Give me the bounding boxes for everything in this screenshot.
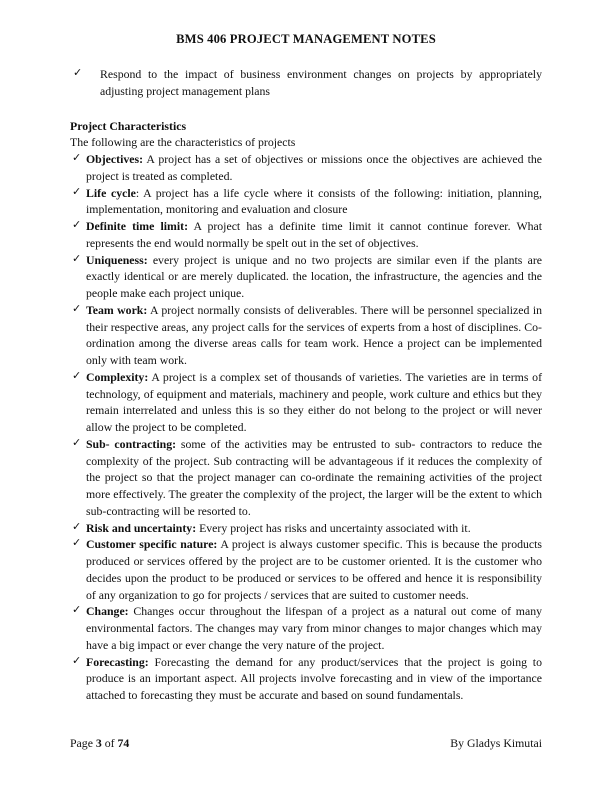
list-item: [70, 654, 542, 704]
check-icon: ✓: [72, 520, 82, 533]
characteristic-label: Change:: [86, 604, 129, 619]
page-current: 3: [95, 736, 102, 750]
section-lead-text: The following are the characteristics of projects: [70, 135, 296, 150]
characteristics-list: [70, 151, 542, 704]
characteristic-label: Risk and uncertainty:: [86, 520, 197, 535]
list-item: [70, 151, 542, 185]
list-item: [70, 436, 542, 520]
characteristic-paragraph: [86, 302, 542, 369]
page-title: BMS 406 PROJECT MANAGEMENT NOTES: [176, 32, 436, 46]
characteristic-text: every project is unique and no two projects are similar even if the plants are exactly identical or are merely duplicated. the location, the infrastructure, the agencies and the people make each project unique.: [86, 252, 542, 300]
characteristic-text: A project normally consists of deliverables. There will be personnel specialized in their respective areas, any project calls for the services of experts from a host of disciplines. Co-ordination among the diverse areas calls for team work. Hence a project can be implemented only with team work.: [86, 302, 543, 367]
list-item: [70, 369, 542, 436]
intro-bullet-list: [70, 66, 542, 100]
check-icon: ✓: [72, 185, 82, 198]
characteristic-label: Objectives:: [86, 152, 143, 166]
check-icon: ✓: [73, 67, 83, 79]
check-icon: ✓: [72, 369, 82, 382]
characteristic-label: Customer specific nature:: [86, 537, 218, 552]
characteristic-label: Uniqueness:: [86, 252, 148, 267]
characteristic-text: Every project has risks and uncertainty associated with it.: [196, 520, 471, 535]
check-icon: ✓: [72, 152, 82, 164]
characteristic-text: : A project has a life cycle where it consists of the following: initiation, planning, implementation, monitoring and evaluation and closure: [86, 185, 542, 217]
check-icon: ✓: [72, 436, 82, 449]
characteristic-label: Life cycle: [86, 185, 136, 200]
list-item: [70, 603, 542, 653]
list-item: [70, 252, 542, 302]
characteristic-label: Forecasting:: [86, 654, 149, 669]
characteristic-text: Changes occur throughout the lifespan of a project as a natural out come of many environmental factors. The changes may vary from minor changes to major changes which may have a big impact or ever change the very nature of the project.: [86, 604, 542, 652]
characteristic-paragraph: [86, 151, 542, 185]
characteristic-paragraph: [86, 369, 542, 436]
author-label: By Gladys Kimutai: [450, 736, 542, 750]
check-icon: ✓: [72, 604, 82, 617]
list-item: [70, 218, 542, 252]
characteristic-paragraph: [86, 436, 542, 520]
characteristic-paragraph: [86, 185, 542, 219]
characteristic-paragraph: [86, 536, 542, 603]
list-item: [70, 302, 542, 369]
characteristic-label: Definite time limit:: [86, 219, 188, 233]
characteristic-text: A project has a set of objectives or missions once the objectives are achieved the project is treated as completed.: [86, 152, 542, 183]
page-prefix: Page: [70, 736, 96, 750]
page-mid: of: [101, 736, 118, 750]
document-body: [70, 66, 542, 704]
check-icon: ✓: [72, 302, 82, 315]
section-heading: Project Characteristics: [70, 118, 187, 133]
characteristic-paragraph: [86, 252, 542, 302]
check-icon: ✓: [72, 219, 82, 231]
check-icon: ✓: [72, 252, 82, 265]
list-item: [70, 536, 542, 603]
characteristic-text: some of the activities may be entrusted to sub- contractors to reduce the complexity of the project. Sub contracting will be advantageous if it reduces the complexity of the project so that the project manager can co-ordinate the remaining activities of the project more effectively. The greater the complexity of the project, the larger will be the extent to which sub-contracting will be resorted to.: [86, 436, 543, 518]
characteristic-paragraph: [86, 603, 542, 653]
characteristic-text: A project has a definite time limit it cannot continue forever. What represents the end would normally be spelt out in the set of objectives.: [86, 219, 542, 250]
characteristic-text: A project is a complex set of thousands of varieties. The varieties are in terms of technology, of equipment and materials, machinery and people, work culture and ethics but they remain interrelated and unless this is so they either do not belong to the project or will never allow the project to be completed.: [86, 369, 542, 434]
check-icon: ✓: [72, 654, 82, 667]
characteristic-label: Complexity:: [86, 369, 149, 384]
intro-bullet-text: Respond to the impact of business environment changes on projects by appropriately adjusting project management plans: [100, 67, 542, 98]
characteristic-paragraph: [86, 520, 542, 537]
list-item: [70, 185, 542, 219]
list-item: [70, 520, 542, 537]
page-footer: [70, 736, 542, 751]
characteristic-paragraph: [86, 218, 542, 252]
characteristic-text: A project is always customer specific. This is because the products produced or services offered by the project are to be customer oriented. It is the customer who decides upon the product to be produced or services to be offered and hence it is responsibility of any organization to go for projects / services that are suited to customer needs.: [86, 537, 542, 602]
characteristic-label: Team work:: [86, 302, 148, 317]
list-item: [70, 66, 542, 100]
characteristic-paragraph: [86, 654, 542, 704]
check-icon: ✓: [72, 537, 82, 550]
characteristic-label: Sub- contracting:: [86, 436, 177, 451]
characteristic-text: Forecasting the demand for any product/services that the project is going to produce is an important aspect. All projects involve forecasting and in view of the importance attached to forecasting they must be accurate and based on sound fundamentals.: [86, 654, 542, 702]
page-total: 74: [117, 736, 130, 750]
page-number-label: [70, 736, 129, 751]
